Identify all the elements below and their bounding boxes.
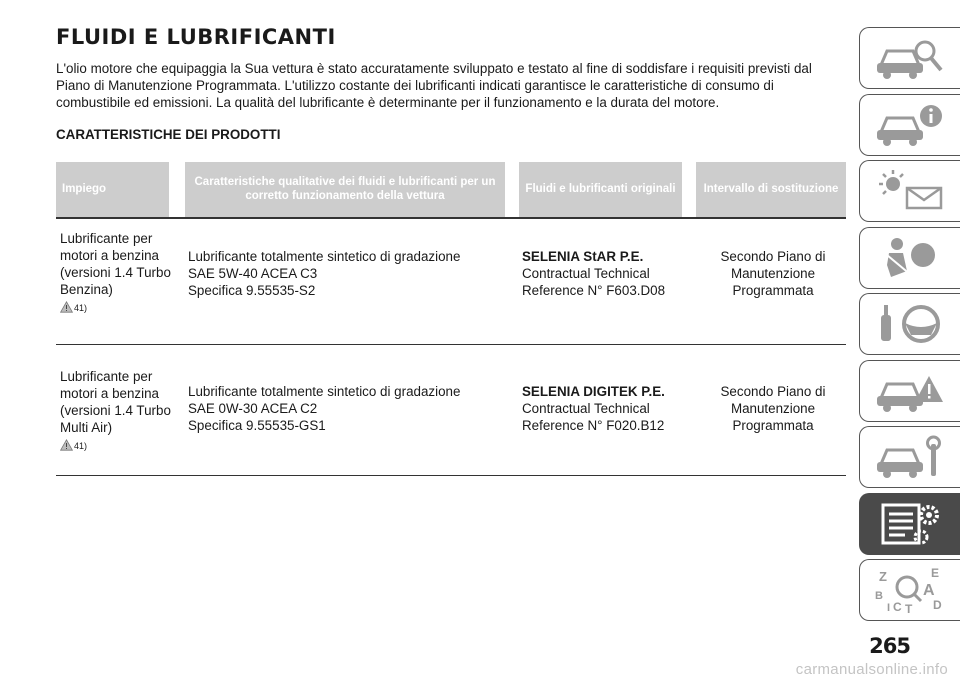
svg-text:A: A xyxy=(923,582,935,599)
page-number: 265 xyxy=(869,634,910,658)
product-text: SELENIA StAR P.E. Contractual Technical Reference N° F603.D08 xyxy=(522,248,692,299)
car-warning-icon xyxy=(873,368,947,414)
svg-text:C: C xyxy=(893,600,902,614)
svg-text:Z: Z xyxy=(879,569,887,584)
page-title: FLUIDI E LUBRIFICANTI xyxy=(56,25,336,49)
header-replacement-interval: Intervallo di sostituzione xyxy=(696,162,846,217)
svg-text:B: B xyxy=(875,590,883,602)
svg-text:E: E xyxy=(931,566,940,580)
dashboard-lights-icon xyxy=(873,168,947,214)
tab-car-info[interactable] xyxy=(859,94,960,156)
warning-triangle-icon xyxy=(60,301,73,313)
header-original-fluids: Fluidi e lubrificanti originali xyxy=(519,162,682,217)
table-row xyxy=(56,218,846,345)
svg-text:T: T xyxy=(905,602,913,615)
watermark: carmanualsonline.info xyxy=(795,661,948,678)
warning-reference: 41) xyxy=(74,303,88,313)
product-name: SELENIA StAR P.E. xyxy=(522,249,644,264)
tab-technical-data[interactable] xyxy=(859,493,960,555)
tab-car-service[interactable] xyxy=(859,426,960,488)
table-header xyxy=(56,162,846,218)
key-steering-icon xyxy=(873,301,947,347)
tab-dashboard-lights[interactable] xyxy=(859,160,960,222)
airbag-seat-icon xyxy=(873,235,947,281)
tab-car-warning[interactable] xyxy=(859,360,960,422)
technical-data-icon xyxy=(873,499,947,549)
warning-triangle-icon xyxy=(60,439,73,451)
spec-text: Lubrificante totalmente sintetico di gradazione SAE 5W-40 ACEA C3 Specifica 9.55535-S2 xyxy=(188,249,461,298)
spec-text: Lubrificante totalmente sintetico di gradazione SAE 0W-30 ACEA C2 Specifica 9.55535-GS1 xyxy=(188,384,461,433)
chapter-sidebar xyxy=(859,27,960,626)
alphabetical-index-icon xyxy=(873,565,947,615)
tab-key-steering[interactable] xyxy=(859,293,960,355)
lubricants-table xyxy=(56,162,846,476)
tab-airbag-seat[interactable] xyxy=(859,227,960,289)
svg-text:D: D xyxy=(933,598,942,612)
tab-alphabetical-index[interactable] xyxy=(859,559,960,621)
interval-text: Secondo Piano di Manutenzione Programmata xyxy=(720,249,826,298)
header-specifications: Caratteristiche qualitative dei fluidi e lubrificanti per un corretto funzionamento della vettura xyxy=(185,162,505,217)
tab-car-search[interactable] xyxy=(859,27,960,89)
product-text: SELENIA DIGITEK P.E. Contractual Technical Reference N° F020.B12 xyxy=(522,383,692,434)
car-info-icon xyxy=(873,102,947,148)
section-heading: CARATTERISTICHE DEI PRODOTTI xyxy=(56,127,281,142)
intro-paragraph: L'olio motore che equipaggia la Sua vettura è stato accuratamente sviluppato e testato al fine di soddisfare i requisiti previsti dal Piano di Manutenzione Programmata. L'utilizzo costante dei lubrificanti indicati garantisce le caratteristiche di consumo di combustibile ed emissioni. La qualità del lubrificante è determinante per il funzionamento e la durata del motore. xyxy=(56,61,812,110)
table-row xyxy=(56,345,846,476)
usage-text: Lubrificante per motori a benzina (versioni 1.4 Turbo Multi Air) xyxy=(60,369,171,435)
car-search-icon xyxy=(873,35,947,81)
car-service-icon xyxy=(873,434,947,480)
product-name: SELENIA DIGITEK P.E. xyxy=(522,384,665,399)
interval-text: Secondo Piano di Manutenzione Programmata xyxy=(720,384,826,433)
usage-text: Lubrificante per motori a benzina (versioni 1.4 Turbo Benzina) xyxy=(60,231,171,297)
page-content xyxy=(56,24,846,451)
warning-reference: 41) xyxy=(74,441,88,451)
header-usage: Impiego xyxy=(56,162,169,217)
svg-text:I: I xyxy=(887,602,891,614)
